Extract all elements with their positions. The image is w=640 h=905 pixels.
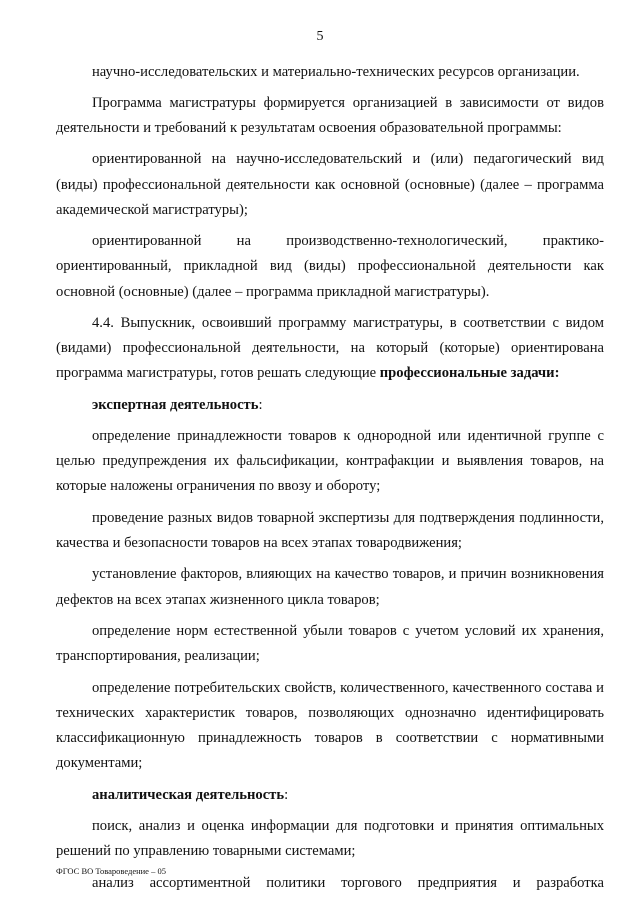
page-number: 5	[316, 29, 324, 44]
paragraph-assortment-analysis: анализ ассортиментной политики торгового предприятия и разработка	[92, 874, 604, 891]
paragraph-quality-factors: установление факторов, влияющих на качество товаров, и причин возникновения дефектов на всех этапах жизненного цикла товаров;	[56, 566, 604, 608]
document-body	[56, 60, 604, 902]
paragraph-information-search: поиск, анализ и оценка информации для подготовки и принятия оптимальных решений по управлению товарными системами;	[56, 818, 604, 860]
paragraph-natural-loss: определение норм естественной убыли товаров с учетом условий их хранения, транспортирования, реализации;	[56, 623, 604, 665]
heading-expert-activity-text: экспертная деятельность	[92, 396, 259, 413]
heading-expert-activity	[56, 393, 604, 418]
paragraph-goods-group: определение принадлежности товаров к однородной или идентичной группе с целью предупреждения их фальсификации, контрафакции и выявления товаров, на которые наложены ограничения по ввозу и обороту;	[56, 428, 604, 495]
heading-analytical-activity	[56, 783, 604, 808]
paragraph-applied-master: ориентированной на производственно-технологический, практико-ориентированный, прикладной вид (виды) профессиональной деятельности как основной (основные) (далее – программа прикладной магистратуры).	[56, 233, 604, 300]
paragraph-expertise: проведение разных видов товарной экспертизы для подтверждения подлинности, качества и безопасности товаров на всех этапах товародвижения;	[56, 509, 604, 552]
graduate-tasks-text: 4.4. Выпускник, освоивший программу магистратуры, в соответствии с видом (видами) профессиональной деятельности, на который (которые) ориентирована программа магистратуры, готов решать следующие	[56, 314, 604, 382]
paragraph-consumer-properties: определение потребительских свойств, количественного, качественного состава и технических характеристик товаров, позволяющих однозначно идентифицировать классификационную принадлежность товаров в соответствии с нормативными документами;	[56, 679, 604, 772]
paragraph-academic-master: ориентированной на научно-исследовательский и (или) педагогический вид (виды) профессиональной деятельности как основной (основные) (далее – программа академической магистратуры);	[56, 151, 604, 218]
paragraph-resources: научно-исследовательских и материально-технических ресурсов организации.	[92, 64, 580, 80]
heading-analytical-activity-text: аналитическая деятельность	[92, 786, 285, 803]
heading-analytical-activity-colon: :	[284, 786, 289, 803]
document-footer: ФГОС ВО Товароведение – 05	[56, 866, 166, 876]
paragraph-program-formation: Программа магистратуры формируется организацией в зависимости от видов деятельности и требований к результатам освоения образовательной программы:	[56, 94, 604, 136]
paragraph-graduate-tasks	[56, 311, 604, 387]
professional-tasks-bold: профессиональные задачи:	[379, 365, 560, 382]
heading-expert-activity-colon: :	[258, 396, 263, 413]
